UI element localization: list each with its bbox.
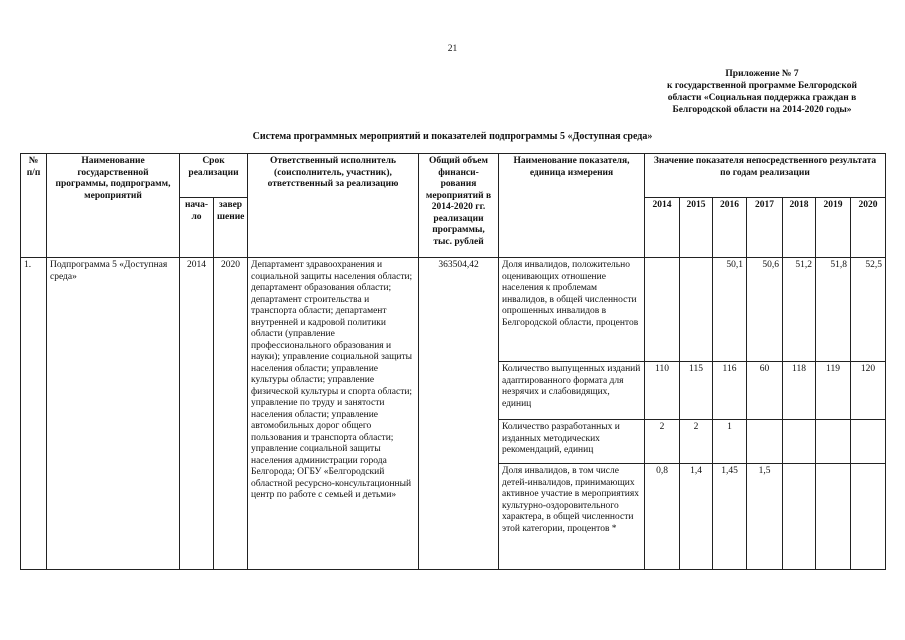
indicator-value: 118 bbox=[783, 362, 816, 420]
indicator-name: Количество разработанных и изданных методических рекомендаций, единиц bbox=[499, 420, 645, 464]
appendix-header bbox=[636, 68, 888, 116]
header-start: нача-ло bbox=[180, 198, 214, 258]
row-volume: 363504,42 bbox=[419, 258, 499, 570]
header-row-1 bbox=[21, 154, 886, 198]
indicator-value: 1 bbox=[713, 420, 747, 464]
indicator-value: 115 bbox=[680, 362, 713, 420]
row-end: 2020 bbox=[214, 258, 248, 570]
row-start: 2014 bbox=[180, 258, 214, 570]
row-executor: Департамент здравоохранения и социальной защиты населения области; департамент образования области; департамент строительства и транспорта области; департамент внутренней и кадровой политики области (управление профессионального образования и науки); управление социальной защиты населения области; управление культуры области; управление физической культуры и спорта области; управление по труду и занятости населения области; управление автомобильных дорог общего пользования и транспорта области; управление социальной защиты населения администрации города Белгорода; ОГБУ «Белгородский областной ресурсно-консультационный центр по работе с семьей и детьми» bbox=[248, 258, 419, 570]
header-year-2015: 2015 bbox=[680, 198, 713, 258]
header-year-2020: 2020 bbox=[851, 198, 886, 258]
indicator-value bbox=[851, 420, 886, 464]
indicator-value: 60 bbox=[747, 362, 783, 420]
page-number: 21 bbox=[447, 44, 458, 54]
indicator-value: 1,4 bbox=[680, 464, 713, 570]
indicator-value bbox=[645, 258, 680, 362]
indicator-value: 51,8 bbox=[816, 258, 851, 362]
indicator-name: Количество выпущенных изданий адаптированного формата для незрячих и слабовидящих, единиц bbox=[499, 362, 645, 420]
header-period: Срок реализации bbox=[180, 154, 248, 198]
indicator-value: 116 bbox=[713, 362, 747, 420]
header-name: Наименование государственной программы, подпрограмм, мероприятий bbox=[47, 154, 180, 258]
indicator-value: 110 bbox=[645, 362, 680, 420]
indicator-name: Доля инвалидов, в том числе детей-инвалидов, принимающих активное участие в мероприятиях культурно-оздоровительного характера, в общей численности этой категории, процентов * bbox=[499, 464, 645, 570]
appendix-line-3: области «Социальная поддержка граждан в bbox=[667, 93, 857, 103]
indicator-value: 2 bbox=[680, 420, 713, 464]
row-num: 1. bbox=[21, 258, 47, 570]
indicator-value: 0,8 bbox=[645, 464, 680, 570]
indicator-name: Доля инвалидов, положительно оценивающих отношение населения к проблемам инвалидов, в общей численности опрошенных инвалидов в Белгородской области, процентов bbox=[499, 258, 645, 362]
indicator-value: 1,5 bbox=[747, 464, 783, 570]
indicator-value: 119 bbox=[816, 362, 851, 420]
document-title: Система программных мероприятий и показателей подпрограммы 5 «Доступная среда» bbox=[252, 131, 653, 142]
indicator-value bbox=[783, 464, 816, 570]
header-volume: Общий объем финанси-рования мероприятий в 2014-2020 гг. реализации программы, тыс. рублей bbox=[419, 154, 499, 258]
header-year-2016: 2016 bbox=[713, 198, 747, 258]
appendix-line-4: Белгородской области на 2014-2020 годы» bbox=[672, 105, 852, 115]
indicator-value: 51,2 bbox=[783, 258, 816, 362]
row-name: Подпрограмма 5 «Доступная среда» bbox=[47, 258, 180, 570]
indicator-value: 120 bbox=[851, 362, 886, 420]
header-indicator: Наименование показателя, единица измерения bbox=[499, 154, 645, 258]
indicator-value: 50,6 bbox=[747, 258, 783, 362]
header-year-2017: 2017 bbox=[747, 198, 783, 258]
indicator-value bbox=[816, 464, 851, 570]
indicator-value bbox=[747, 420, 783, 464]
indicator-value: 1,45 bbox=[713, 464, 747, 570]
header-end: завер шение bbox=[214, 198, 248, 258]
header-values: Значение показателя непосредственного результата по годам реализации bbox=[645, 154, 886, 198]
indicator-value: 2 bbox=[645, 420, 680, 464]
indicator-value bbox=[851, 464, 886, 570]
header-year-2019: 2019 bbox=[816, 198, 851, 258]
header-year-2018: 2018 bbox=[783, 198, 816, 258]
indicator-value: 50,1 bbox=[713, 258, 747, 362]
appendix-line-2: к государственной программе Белгородской bbox=[667, 81, 857, 91]
header-year-2014: 2014 bbox=[645, 198, 680, 258]
program-table bbox=[20, 153, 886, 570]
header-executor: Ответственный исполнитель (соисполнитель, участник), ответственный за реализацию bbox=[248, 154, 419, 258]
indicator-value: 52,5 bbox=[851, 258, 886, 362]
header-num: № п/п bbox=[21, 154, 47, 258]
appendix-line-1: Приложение № 7 bbox=[725, 69, 799, 79]
indicator-value bbox=[783, 420, 816, 464]
table-row bbox=[21, 258, 886, 362]
indicator-value bbox=[680, 258, 713, 362]
indicator-value bbox=[816, 420, 851, 464]
